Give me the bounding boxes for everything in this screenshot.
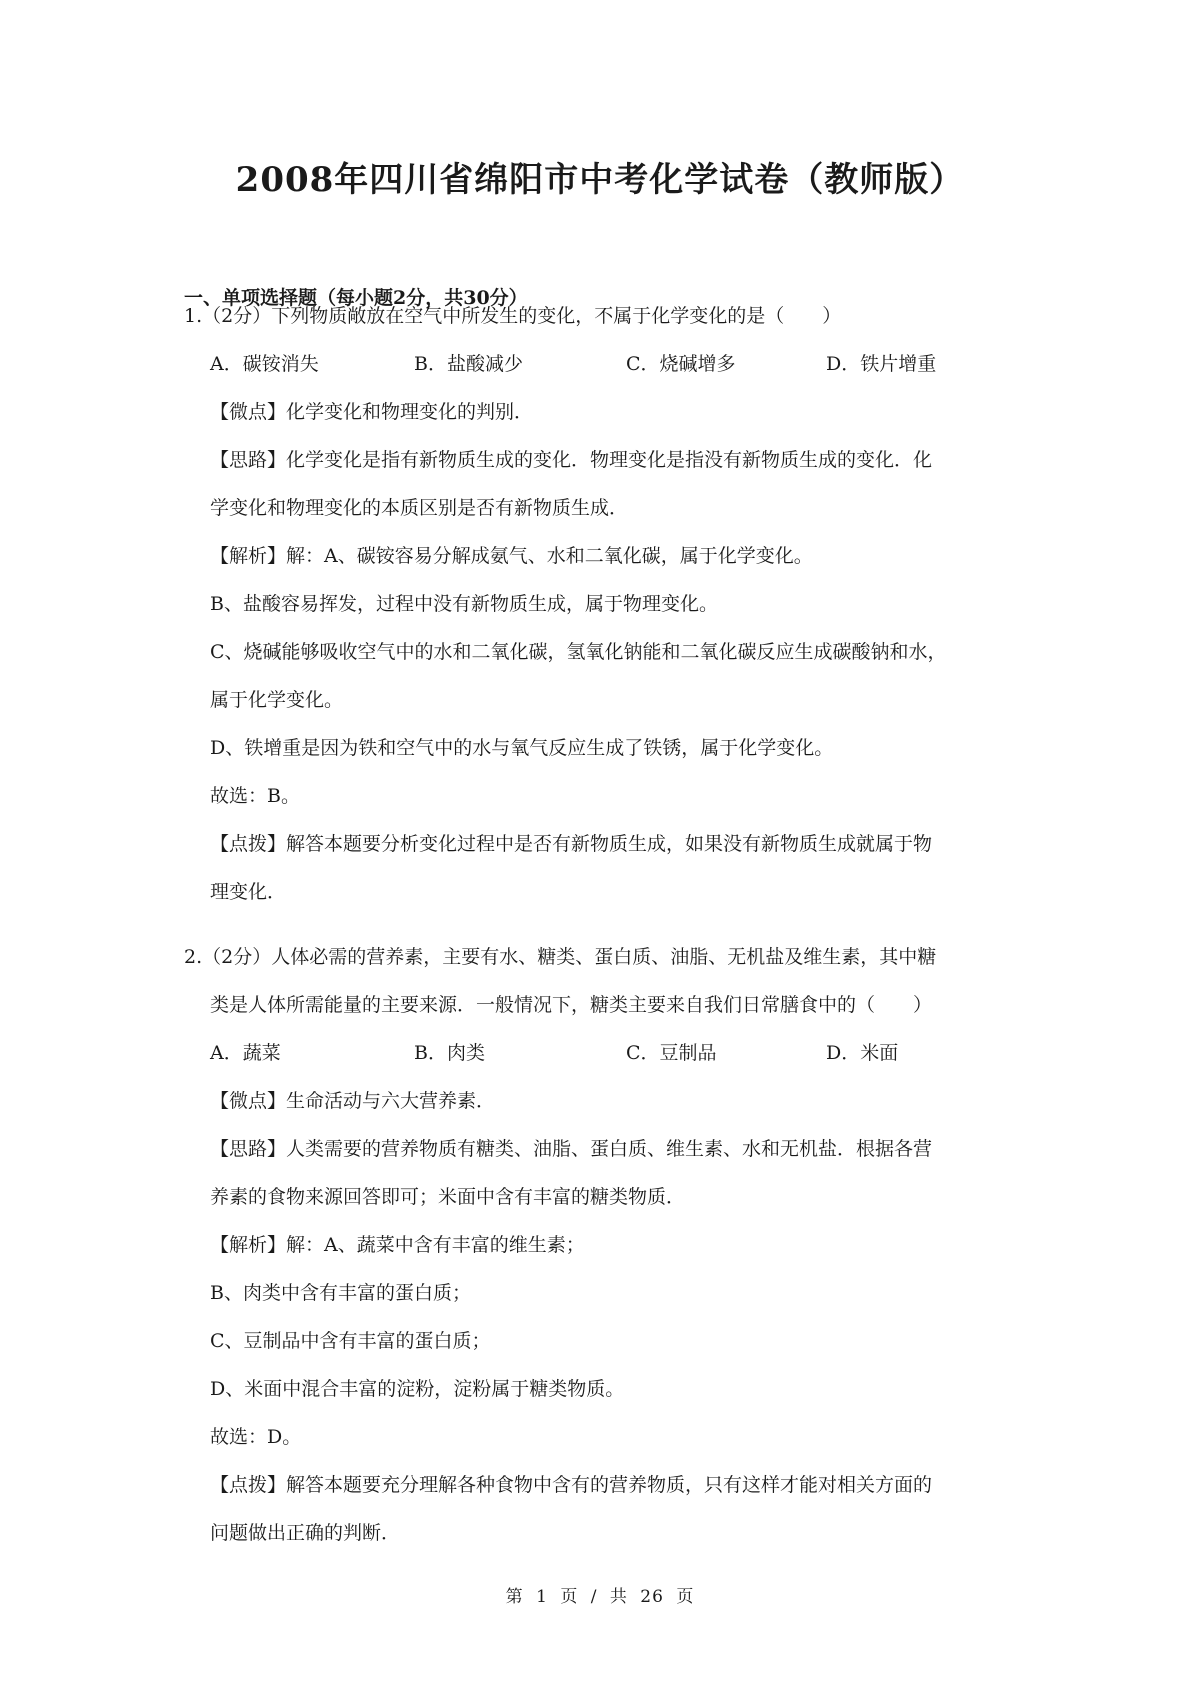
option-a: A．蔬菜 <box>210 1042 281 1064</box>
analysis-line: 【解析】解：A、蔬菜中含有丰富的维生素； <box>210 1234 585 1256</box>
tip-line: 【点拨】解答本题要分析变化过程中是否有新物质生成，如果没有新物质生成就属于物 <box>210 833 933 855</box>
footer-current-page: 1 <box>536 1587 548 1607</box>
answer-line: 故选：D。 <box>210 1426 302 1448</box>
option-b: B．肉类 <box>414 1042 485 1064</box>
analysis-line: D、铁增重是因为铁和空气中的水与氧气反应生成了铁锈，属于化学变化。 <box>210 737 834 759</box>
question-stem: 2.（2分）人体必需的营养素，主要有水、糖类、蛋白质、油脂、无机盐及维生素，其中糖 <box>184 946 937 968</box>
tip-line: 理变化． <box>210 881 287 903</box>
footer-total-prefix: 共 <box>609 1587 628 1607</box>
analysis-line: 【解析】解：A、碳铵容易分解成氨气、水和二氧化碳，属于化学变化。 <box>210 545 813 567</box>
section-heading: 一、单项选择题（每小题2分，共30分） <box>184 287 528 309</box>
options-row <box>184 1029 1024 1077</box>
knowledge-point: 【微点】化学变化和物理变化的判别． <box>210 401 534 423</box>
analysis-line: C、烧碱能够吸收空气中的水和二氧化碳，氢氧化钠能和二氧化碳反应生成碳酸钠和水， <box>210 641 947 663</box>
footer-page-label: 页 <box>560 1587 579 1607</box>
approach-line: 学变化和物理变化的本质区别是否有新物质生成． <box>210 497 629 519</box>
approach-line: 养素的食物来源回答即可；米面中含有丰富的糖类物质． <box>210 1186 686 1208</box>
question-stem: 类是人体所需能量的主要来源．一般情况下，糖类主要来自我们日常膳食中的（ ） <box>210 994 933 1016</box>
footer-prefix: 第 <box>505 1587 524 1607</box>
option-c: C．豆制品 <box>626 1042 717 1064</box>
options-row <box>184 340 1024 388</box>
footer-total-pages: 26 <box>640 1587 664 1607</box>
analysis-line: C、豆制品中含有丰富的蛋白质； <box>210 1330 491 1352</box>
option-a: A．碳铵消失 <box>210 353 319 375</box>
question-2 <box>184 933 1024 1557</box>
tip-line: 【点拨】解答本题要充分理解各种食物中含有的营养物质，只有这样才能对相关方面的 <box>210 1474 933 1496</box>
option-d: D．铁片增重 <box>826 353 937 375</box>
option-c: C．烧碱增多 <box>626 353 736 375</box>
option-b: B．盐酸减少 <box>414 353 523 375</box>
document-title: 2008年四川省绵阳市中考化学试卷（教师版） <box>235 160 965 200</box>
tip-line: 问题做出正确的判断． <box>210 1522 401 1544</box>
analysis-line: D、米面中混合丰富的淀粉，淀粉属于糖类物质。 <box>210 1378 625 1400</box>
analysis-line: B、肉类中含有丰富的蛋白质； <box>210 1282 471 1304</box>
footer-separator: / <box>590 1587 598 1607</box>
page-footer <box>0 1582 1200 1607</box>
analysis-line: 属于化学变化。 <box>210 689 344 711</box>
approach-line: 【思路】化学变化是指有新物质生成的变化．物理变化是指没有新物质生成的变化．化 <box>210 449 933 471</box>
option-d: D．米面 <box>826 1042 899 1064</box>
question-stem: 1.（2分）下列物质敞放在空气中所发生的变化，不属于化学变化的是（ ） <box>184 305 842 327</box>
answer-line: 故选：B。 <box>210 785 300 807</box>
question-1 <box>184 292 1024 916</box>
knowledge-point: 【微点】生命活动与六大营养素． <box>210 1090 496 1112</box>
analysis-line: B、盐酸容易挥发，过程中没有新物质生成，属于物理变化。 <box>210 593 718 615</box>
footer-total-label: 页 <box>676 1587 695 1607</box>
approach-line: 【思路】人类需要的营养物质有糖类、油脂、蛋白质、维生素、水和无机盐．根据各营 <box>210 1138 933 1160</box>
